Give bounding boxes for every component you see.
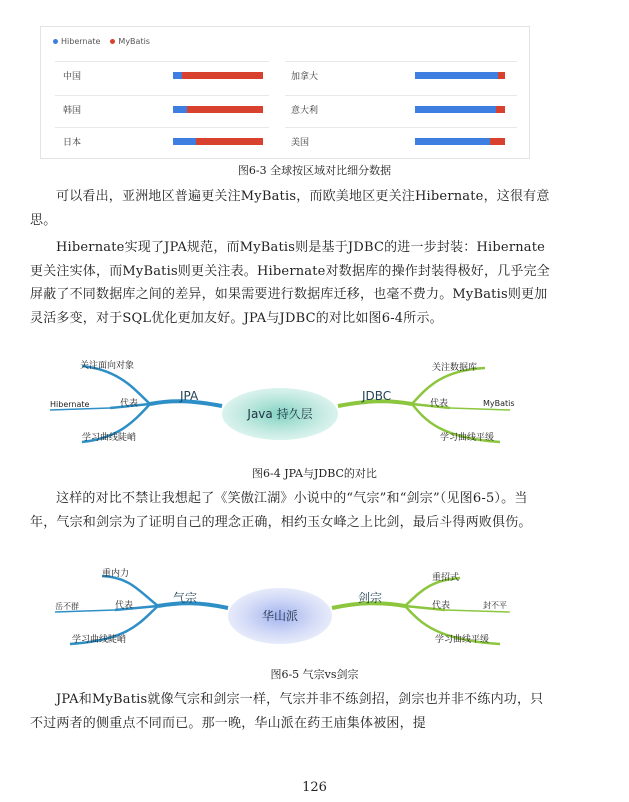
right-item-3: 学习曲线平缓 — [440, 433, 495, 443]
center-label: 华山派 — [261, 609, 299, 623]
left-country-label-0: 中国 — [63, 72, 82, 82]
right-item-1: 关注数据库 — [432, 363, 478, 373]
right-item-1: 重招式 — [432, 573, 460, 583]
left-country-label-1: 韩国 — [63, 106, 82, 116]
left-row-line-2 — [55, 127, 269, 128]
chart-legend — [53, 37, 150, 46]
left-bar-mybatis-0 — [182, 72, 263, 79]
right-rep: 封不平 — [483, 601, 507, 610]
left-country-label-2: 日本 — [63, 138, 82, 148]
left-bar-mybatis-2 — [196, 138, 263, 145]
right-item-2: 代表 — [430, 399, 449, 409]
right-country-label-0: 加拿大 — [291, 72, 319, 82]
figure-caption-6-4: 图6-4 JPA与JDBC的对比 — [252, 467, 377, 480]
left-rep: Hibernate — [50, 400, 90, 409]
jianzong-label: 剑宗 — [358, 591, 383, 605]
right-row-line-0 — [285, 61, 517, 62]
left-item-3: 学习曲线陡峭 — [82, 433, 137, 443]
jpa-jdbc-mindmap — [40, 360, 520, 460]
left-item-1: 重内力 — [102, 569, 130, 579]
jdbc-label: JDBC — [362, 389, 392, 403]
right-bar-hibernate-2 — [415, 138, 490, 145]
right-country-label-1: 意大利 — [291, 106, 319, 116]
right-bar-hibernate-1 — [415, 106, 496, 113]
left-rep: 岳不群 — [55, 602, 79, 611]
region-comparison-chart — [40, 26, 530, 159]
figure-caption-6-5: 图6-5 气宗vs剑宗 — [270, 668, 359, 681]
legend-mybatis: MyBatis — [110, 37, 150, 46]
qizong-label: 气宗 — [173, 591, 198, 605]
figure-caption-6-3: 图6-3 全球按区域对比细分数据 — [237, 164, 392, 177]
paragraph-4: JPA和MyBatis就像气宗和剑宗一样，气宗并非不练剑招，剑宗也并非不练内功，只不过两者的侧重点不同而已。那一晚，华山派在药王庙集体被困，提 — [30, 692, 544, 731]
left-bar-hibernate-1 — [173, 106, 187, 113]
left-bar-hibernate-2 — [173, 138, 196, 145]
left-item-3: 学习曲线陡峭 — [72, 635, 127, 645]
left-row-line-1 — [55, 95, 269, 96]
left-item-1: 关注面向对象 — [80, 361, 135, 371]
center-label: Java 持久层 — [247, 407, 313, 421]
right-bar-mybatis-1 — [496, 106, 505, 113]
right-item-2: 代表 — [432, 601, 451, 611]
left-row-line-0 — [55, 61, 269, 62]
left-item-2: 代表 — [120, 399, 139, 409]
jpa-label: JPA — [180, 389, 199, 403]
right-row-line-2 — [285, 127, 517, 128]
paragraph-1: 可以看出，亚洲地区普遍更关注MyBatis，而欧美地区更关注Hibernate，这很有意思。 — [30, 189, 550, 228]
right-row-line-1 — [285, 95, 517, 96]
left-item-2: 代表 — [115, 601, 134, 611]
page-number: 126 — [302, 780, 327, 795]
right-bar-mybatis-2 — [490, 138, 505, 145]
right-bar-hibernate-0 — [415, 72, 498, 79]
paragraph-3: 这样的对比不禁让我想起了《笑傲江湖》小说中的“气宗”和“剑宗”（见图6-5）。当年，气宗和剑宗为了证明自己的理念正确，相约玉女峰之上比剑，最后斗得两败俱伤。 — [30, 491, 532, 530]
left-bar-hibernate-0 — [173, 72, 182, 79]
left-bar-mybatis-1 — [187, 106, 263, 113]
right-rep: MyBatis — [483, 399, 515, 408]
qizong-jianzong-mindmap — [40, 562, 520, 662]
right-item-3: 学习曲线平缓 — [435, 635, 490, 645]
legend-hibernate: Hibernate — [53, 37, 100, 46]
right-country-label-2: 美国 — [291, 138, 310, 148]
paragraph-2: Hibernate实现了JPA规范，而MyBatis则是基于JDBC的进一步封装：Hibernate更关注实体，而MyBatis则更关注表。Hibernate对数据库的操作封装得极好，几乎完全屏蔽了不同数据库之间的差异，如果需要进行数据库迁移，也毫不费力。MyBatis则更加灵活多变，对于SQL优化更加友好。JPA与JDBC的对比如图6-4所示。 — [30, 240, 550, 326]
right-bar-mybatis-0 — [498, 72, 505, 79]
